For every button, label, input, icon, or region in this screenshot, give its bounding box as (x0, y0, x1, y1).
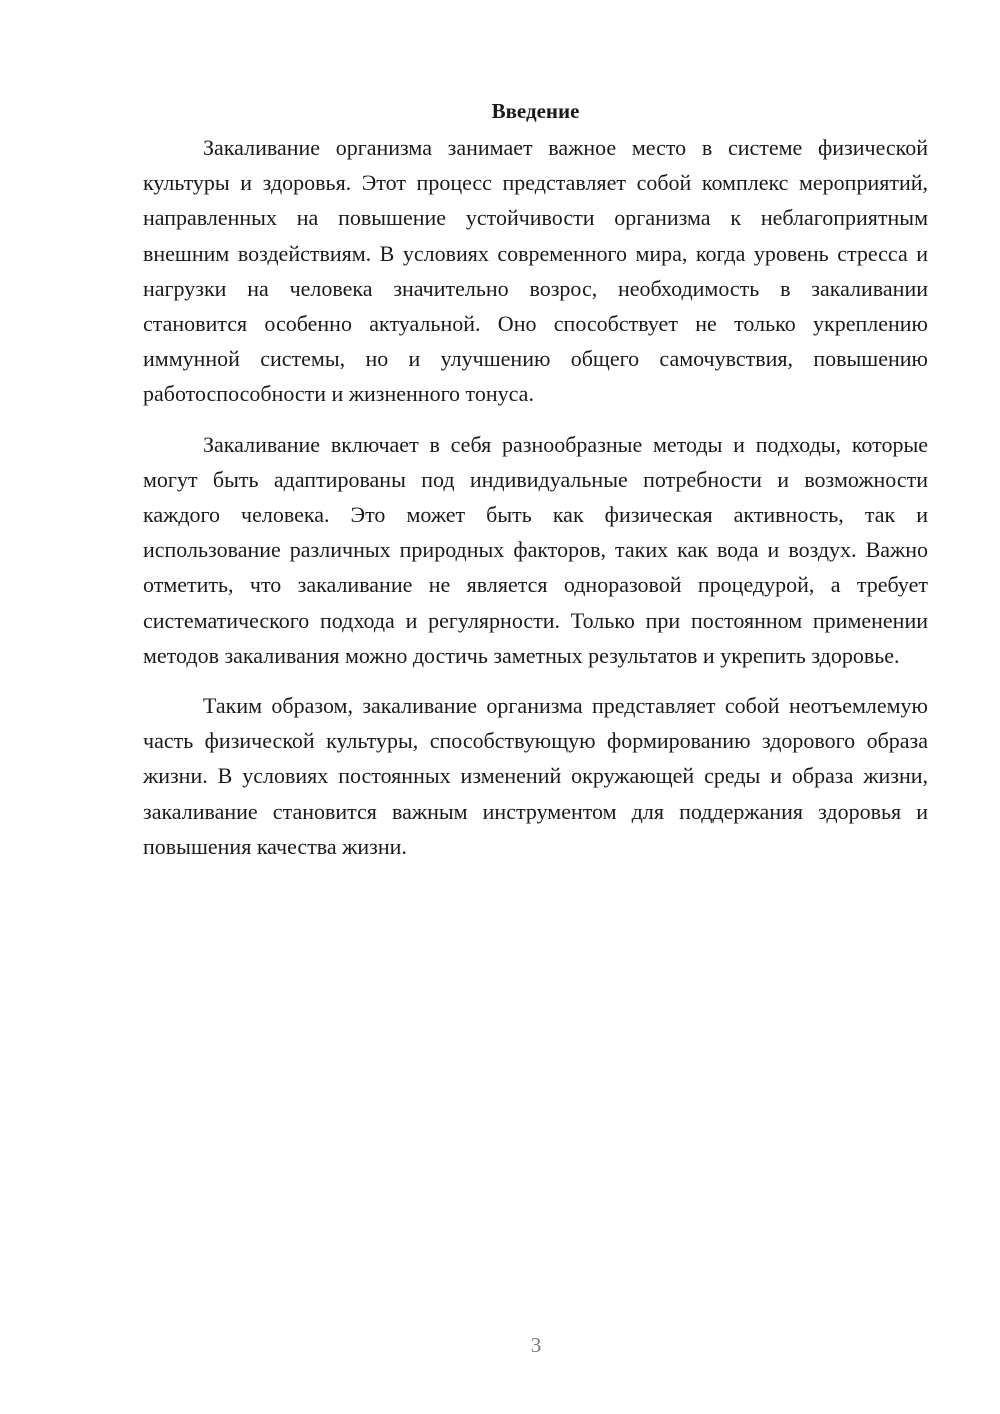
paragraph-3: Таким образом, закаливание организма представляет собой неотъемлемую часть физической культуры, способствующую формированию здорового образа жизни. В условиях постоянных изменений окружающей среды и образа жизни, закаливание становится важным инструментом для поддержания здоровья и повышения качества жизни. (143, 693, 928, 859)
page-content (143, 96, 928, 879)
paragraph-2: Закаливание включает в себя разнообразные методы и подходы, которые могут быть адаптированы под индивидуальные потребности и возможности каждого человека. Это может быть как физическая активность, так и использование различных природных факторов, таких как вода и воздух. Важно отметить, что закаливание не является одноразовой процедурой, а требует систематического подхода и регулярности. Только при постоянном применении методов закаливания можно достичь заметных результатов и укрепить здоровье. (143, 431, 928, 668)
paragraph-1: Закаливание организма занимает важное место в системе физической культуры и здоровья. Этот процесс представляет собой комплекс мероприятий, направленных на повышение устойчивости организма к неблагоприятным внешним воздействиям. В условиях современного мира, когда уровень стресса и нагрузки на человека значительно возрос, необходимость в закаливании становится особенно актуальной. Оно способствует не только укреплению иммунной системы, но и улучшению общего самочувствия, повышению работоспособности и жизненного тонуса. (143, 135, 928, 407)
section-heading: Введение (491, 99, 580, 123)
page-number: 3 (530, 1333, 542, 1357)
